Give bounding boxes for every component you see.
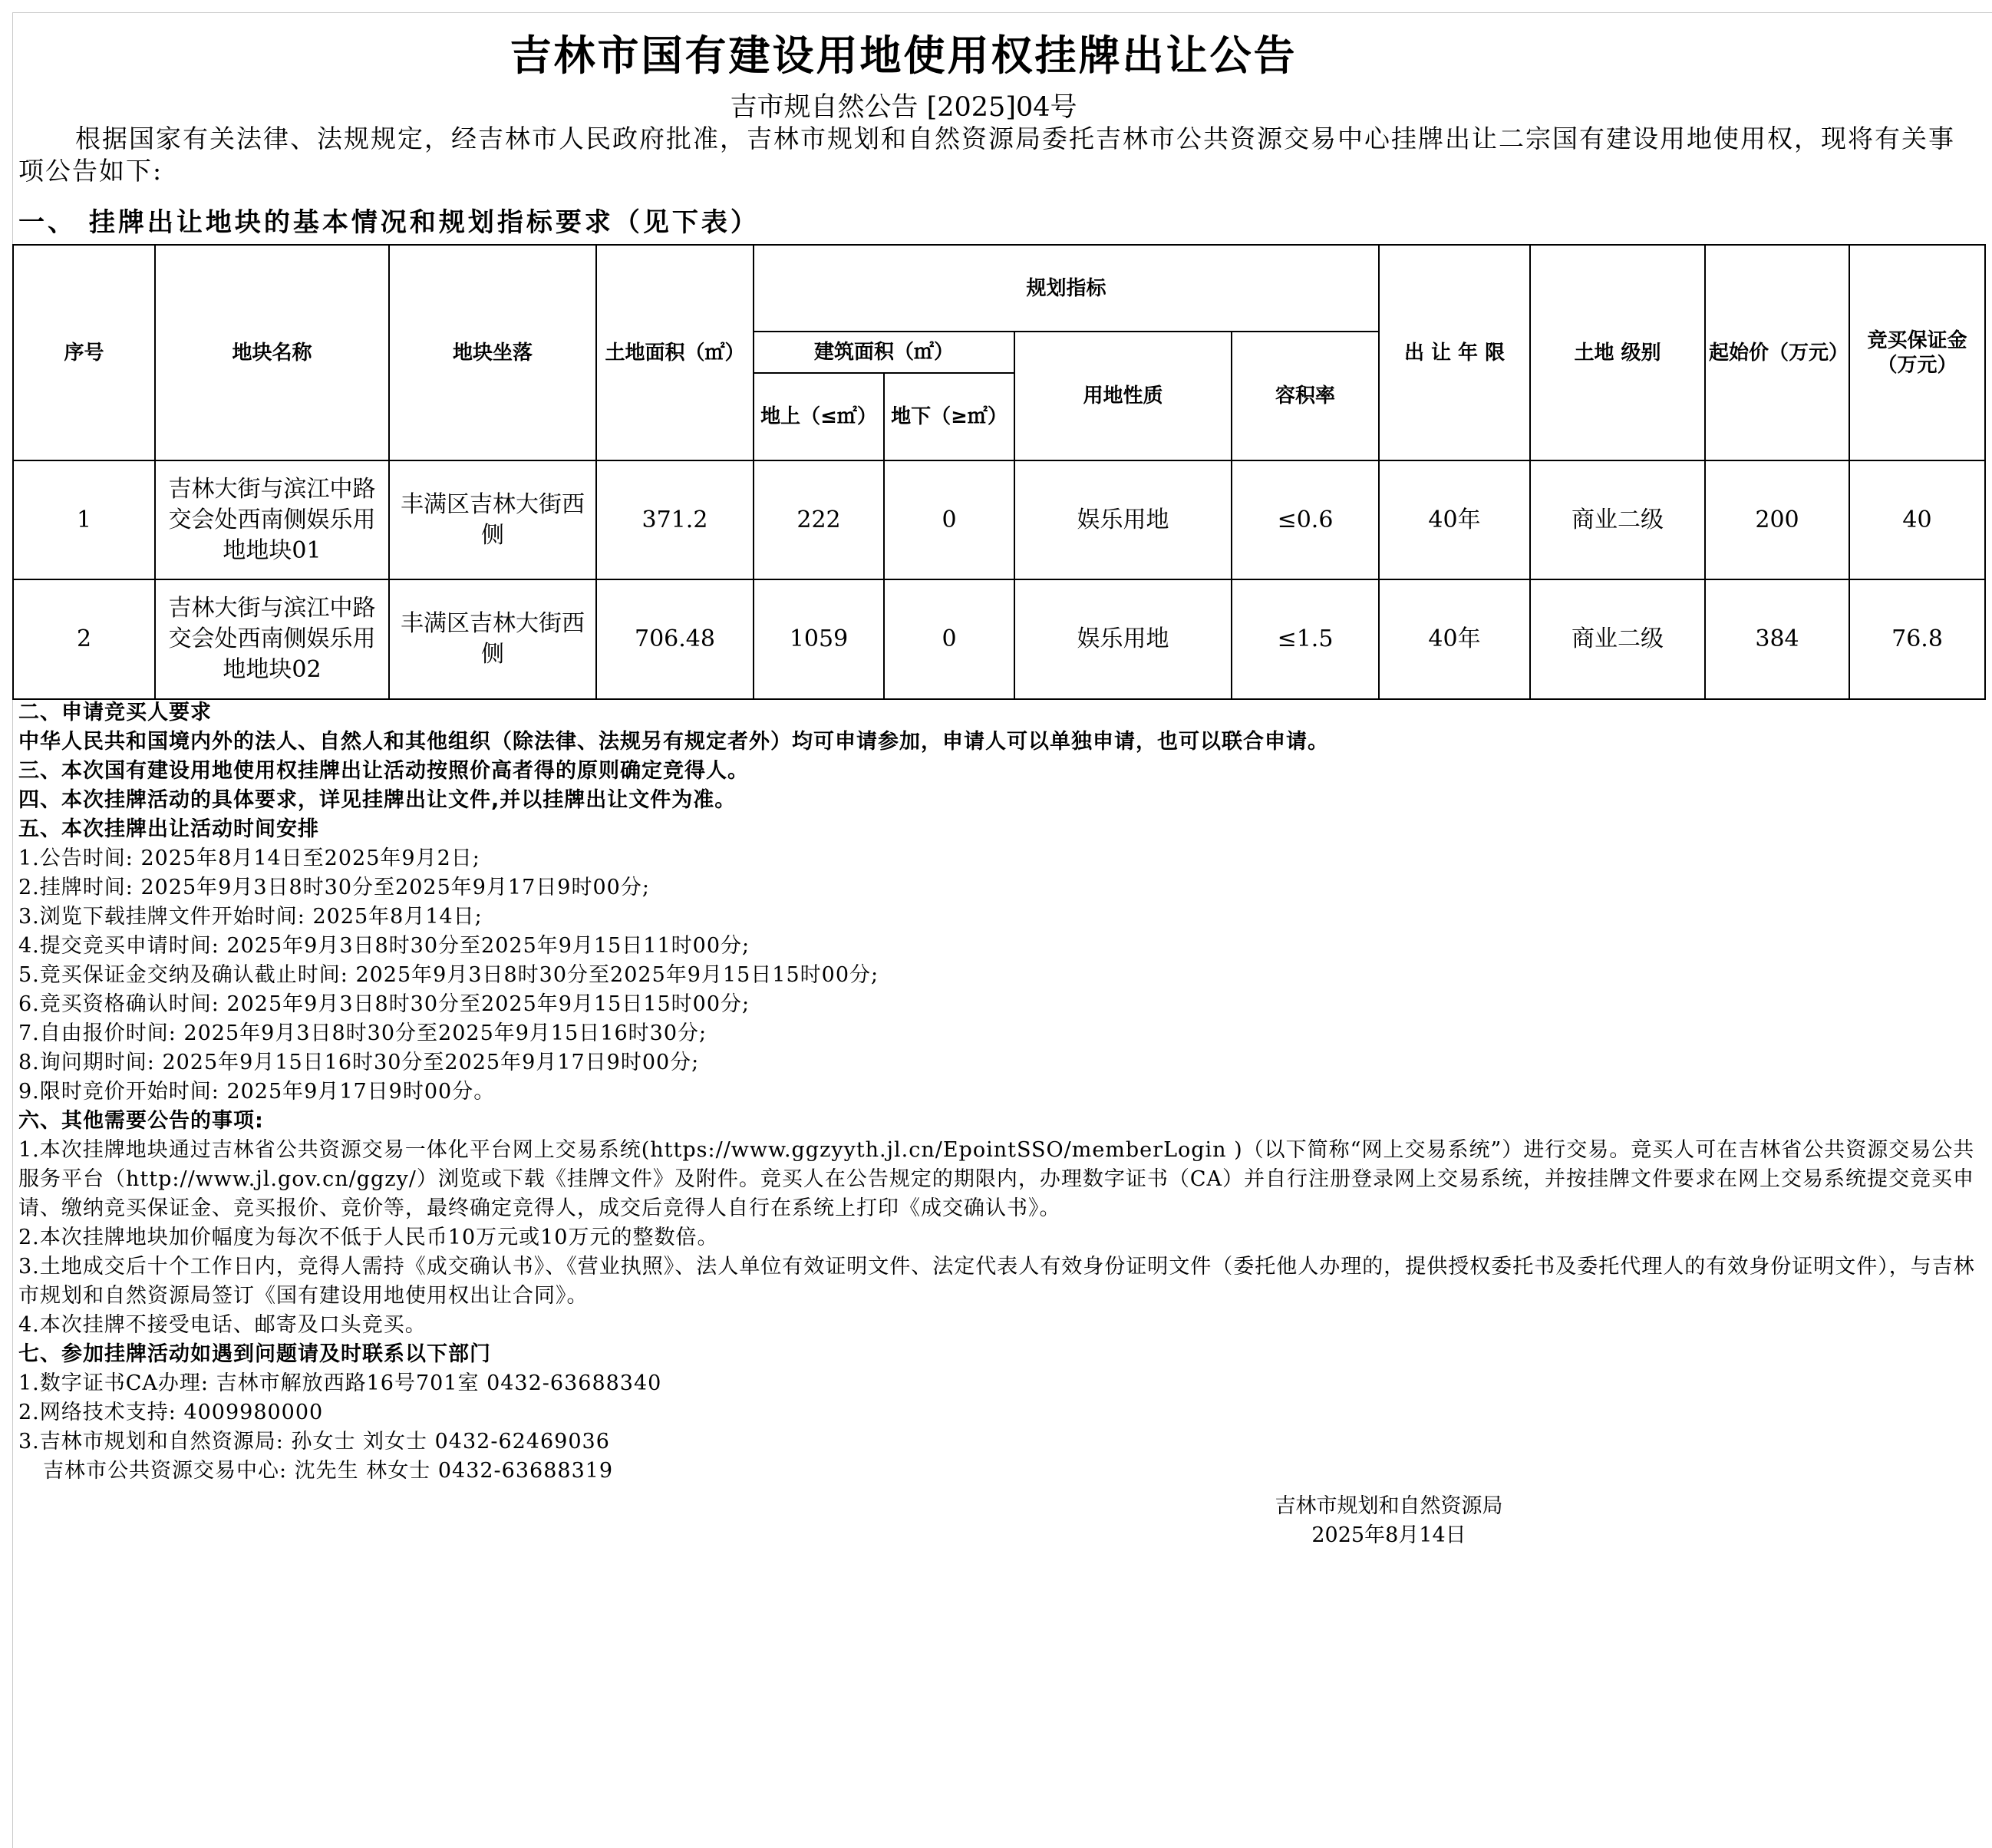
section-2-heading: 二、申请竞买人要求 (18, 701, 212, 724)
cell-far: ≤0.6 (1232, 460, 1379, 579)
other-item: 3.土地成交后十个工作日内，竞得人需持《成交确认书》、《营业执照》、法人单位有效证明文件、法定代表人有效身份证明文件（委托他人办理的，提供授权委托书及委托代理人的有效身份证明文件），与吉林市规划和自然资源局签订《国有建设用地使用权出让合同》。 (18, 1255, 1975, 1308)
cell-below-ground: 0 (884, 579, 1014, 699)
header-grade: 土地 级别 (1530, 245, 1705, 460)
schedule-item: 3.浏览下载挂牌文件开始时间: 2025年8月14日; (18, 905, 483, 929)
section-3-heading: 三、本次国有建设用地使用权挂牌出让活动按照价高者得的原则确定竞得人。 (18, 759, 749, 783)
header-below-ground: 地下（≥㎡） (884, 373, 1014, 460)
section-5-heading: 五、本次挂牌出让活动时间安排 (18, 817, 319, 841)
header-use: 用地性质 (1014, 332, 1232, 460)
header-above-ground: 地上（≤㎡） (754, 373, 884, 460)
cell-seq: 1 (13, 460, 155, 579)
signature-date: 2025年8月14日 (1311, 1523, 1466, 1547)
header-deposit: 竞买保证金（万元） (1849, 245, 1985, 460)
cell-above-ground: 1059 (754, 579, 884, 699)
section-2-text: 中华人民共和国境内外的法人、自然人和其他组织（除法律、法规另有规定者外）均可申请参加，申请人可以单独申请，也可以联合申请。 (18, 730, 1329, 754)
cell-below-ground: 0 (884, 460, 1014, 579)
header-far: 容积率 (1232, 332, 1379, 460)
cell-term: 40年 (1379, 460, 1530, 579)
cell-name: 吉林大街与滨江中路交会处西南侧娱乐用地地块01 (155, 460, 389, 579)
cell-name: 吉林大街与滨江中路交会处西南侧娱乐用地地块02 (155, 579, 389, 699)
schedule-item: 4.提交竞买申请时间: 2025年9月3日8时30分至2025年9月15日11时00分; (18, 934, 750, 958)
signature-org: 吉林市规划和自然资源局 (1275, 1494, 1503, 1518)
table-row (13, 460, 1985, 579)
cell-start-price: 200 (1705, 460, 1849, 579)
section-7-heading: 七、参加挂牌活动如遇到问题请及时联系以下部门 (18, 1342, 491, 1366)
schedule-item: 6.竞买资格确认时间: 2025年9月3日8时30分至2025年9月15日15时00分; (18, 992, 750, 1016)
header-building-area: 建筑面积（㎡） (754, 332, 1014, 373)
header-name: 地块名称 (155, 245, 389, 460)
header-planning: 规划指标 (754, 245, 1379, 332)
cell-deposit: 40 (1849, 460, 1985, 579)
contact-item: 1.数字证书CA办理: 吉林市解放西路16号701室 0432-63688340 (18, 1371, 662, 1395)
cell-start-price: 384 (1705, 579, 1849, 699)
cell-area: 706.48 (596, 579, 754, 699)
schedule-item: 1.公告时间: 2025年8月14日至2025年9月2日; (18, 846, 480, 870)
header-term: 出 让 年 限 (1379, 245, 1530, 460)
notice-title: 吉林市国有建设用地使用权挂牌出让公告 (510, 31, 1298, 80)
document-number: 吉市规自然公告 [2025]04号 (730, 92, 1077, 123)
header-start-price: 起始价（万元） (1705, 245, 1849, 460)
schedule-item: 9.限时竞价开始时间: 2025年9月17日9时00分。 (18, 1080, 496, 1104)
cell-above-ground: 222 (754, 460, 884, 579)
header-seq: 序号 (13, 245, 155, 460)
cell-deposit: 76.8 (1849, 579, 1985, 699)
other-item: 4.本次挂牌不接受电话、邮寄及口头竞买。 (18, 1313, 427, 1337)
section-1-heading: 一、 挂牌出让地块的基本情况和规划指标要求（见下表） (18, 207, 760, 238)
cell-use: 娱乐用地 (1014, 579, 1232, 699)
cell-area: 371.2 (596, 460, 754, 579)
cell-grade: 商业二级 (1530, 579, 1705, 699)
intro-text: 根据国家有关法律、法规规定，经吉林市人民政府批准，吉林市规划和自然资源局委托吉林市公共资源交易中心挂牌出让二宗国有建设用地使用权，现将有关事项公告如下: (18, 124, 1955, 186)
schedule-item: 2.挂牌时间: 2025年9月3日8时30分至2025年9月17日9时00分; (18, 876, 650, 899)
schedule-item: 7.自由报价时间: 2025年9月3日8时30分至2025年9月15日16时30分; (18, 1021, 707, 1045)
schedule-item: 5.竞买保证金交纳及确认截止时间: 2025年9月3日8时30分至2025年9月15日15时00分; (18, 963, 879, 987)
header-location: 地块坐落 (389, 245, 596, 460)
section-6-heading: 六、其他需要公告的事项: (18, 1109, 264, 1133)
schedule-item: 8.询问期时间: 2025年9月15日16时30分至2025年9月17日9时00分; (18, 1051, 700, 1074)
cell-grade: 商业二级 (1530, 460, 1705, 579)
cell-location: 丰满区吉林大街西侧 (389, 579, 596, 699)
contact-item: 2.网络技术支持: 4009980000 (18, 1401, 324, 1424)
header-area: 土地面积（㎡） (596, 245, 754, 460)
cell-seq: 2 (13, 579, 155, 699)
intro-paragraph (18, 123, 1960, 187)
contact-item: 吉林市公共资源交易中心: 沈先生 林女士 0432-63688319 (43, 1459, 614, 1483)
plot-table (12, 244, 1986, 700)
cell-use: 娱乐用地 (1014, 460, 1232, 579)
notice-body (18, 698, 1983, 1486)
cell-far: ≤1.5 (1232, 579, 1379, 699)
table-row (13, 579, 1985, 699)
cell-location: 丰满区吉林大街西侧 (389, 460, 596, 579)
section-4-heading: 四、本次挂牌活动的具体要求，详见挂牌出让文件,并以挂牌出让文件为准。 (18, 788, 737, 812)
other-item: 1.本次挂牌地块通过吉林省公共资源交易一体化平台网上交易系统(https://www.ggzyyth.jl.cn/EpointSSO/memberLogin )（以下简称“网上交易系统”）进行交易。竞买人可在吉林省公共资源交易公共服务平台（http://www.jl.gov.cn/ggzy/）浏览或下载《挂牌文件》及附件。竞买人在公告规定的期限内，办理数字证书（CA）并自行注册登录网上交易系统，并按挂牌文件要求在网上交易系统提交竞买申请、缴纳竞买保证金、竞买报价、竞价等，最终确定竞得人，成交后竞得人自行在系统上打印《成交确认书》。 (18, 1138, 1975, 1220)
contact-item: 3.吉林市规划和自然资源局: 孙女士 刘女士 0432-62469036 (18, 1430, 610, 1454)
other-item: 2.本次挂牌地块加价幅度为每次不低于人民币10万元或10万元的整数倍。 (18, 1226, 719, 1249)
cell-term: 40年 (1379, 579, 1530, 699)
